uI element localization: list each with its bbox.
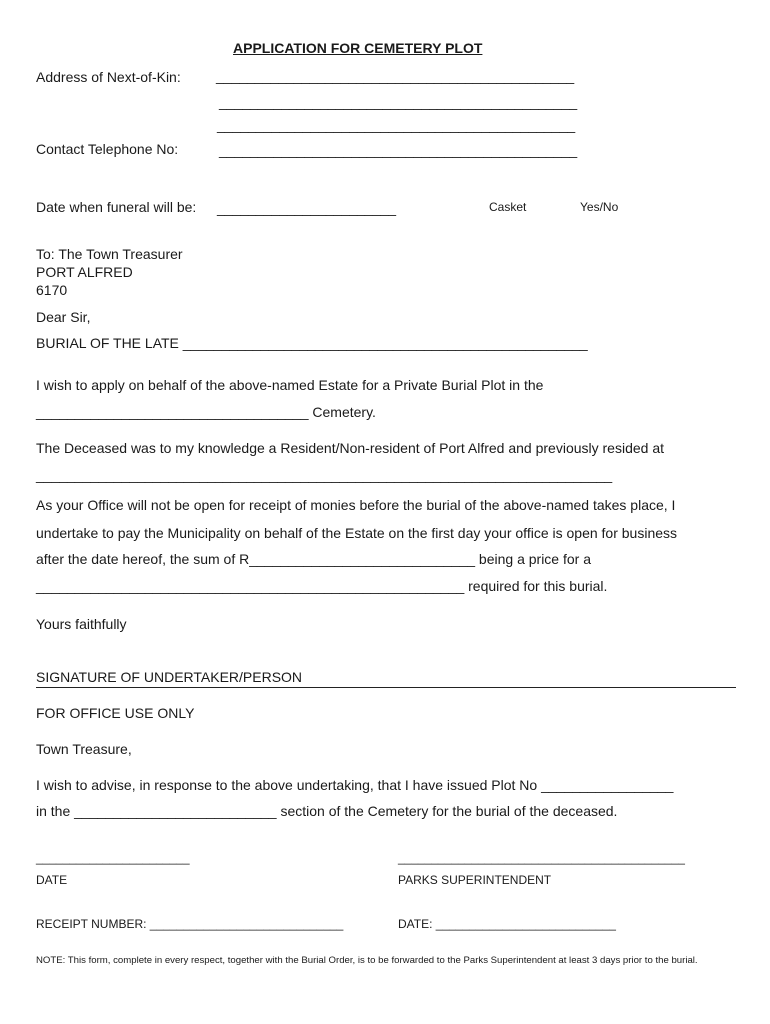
- form-title: APPLICATION FOR CEMETERY PLOT: [233, 40, 483, 56]
- salutation: Dear Sir,: [36, 309, 91, 325]
- address-label: Address of Next-of-Kin:: [36, 69, 181, 85]
- address-line-3: ______________________________________________: [217, 117, 576, 133]
- office-use-heading: FOR OFFICE USE ONLY: [36, 705, 195, 721]
- funeral-date-label: Date when funeral will be:: [36, 199, 197, 215]
- paragraph-3-line-1: As your Office will not be open for receipt of monies before the burial of the above-named takes place, I: [36, 497, 676, 513]
- recipient-line-2: PORT ALFRED: [36, 264, 133, 280]
- address-line-2: ______________________________________________: [219, 94, 578, 110]
- address-line-1: ______________________________________________: [216, 68, 575, 84]
- paragraph-3-line-3: after the date hereof, the sum of R_____________________________ being a price for a: [36, 551, 591, 567]
- recipient-line-1: To: The Town Treasurer: [36, 246, 183, 262]
- closing: Yours faithfully: [36, 616, 127, 632]
- parks-superintendent-label: PARKS SUPERINTENDENT: [398, 873, 552, 887]
- phone-line: ______________________________________________: [219, 142, 578, 158]
- office-salutation: Town Treasure,: [36, 741, 132, 757]
- footer-note: NOTE: This form, complete in every respect, together with the Burial Order, is to be forwarded to the Parks Superintendent at least 3 days prior to the burial.: [36, 955, 698, 966]
- receipt-date-field: DATE: ___________________________: [398, 917, 616, 931]
- signature-label: SIGNATURE OF UNDERTAKER/PERSON: [36, 669, 303, 685]
- paragraph-3-line-4: _______________________________________________________ required for this burial.: [36, 578, 608, 594]
- paragraph-1-line-1: I wish to apply on behalf of the above-named Estate for a Private Burial Plot in the: [36, 377, 544, 393]
- date-signature-line: _______________________: [36, 851, 190, 865]
- paragraph-3-line-2: undertake to pay the Municipality on behalf of the Estate on the first day your office is open for business: [36, 525, 678, 541]
- receipt-number-field: RECEIPT NUMBER: _____________________________: [36, 917, 344, 931]
- paragraph-2-line-1: The Deceased was to my knowledge a Resident/Non-resident of Port Alfred and previously resided at: [36, 440, 665, 456]
- paragraph-1-line-2: ___________________________________ Cemetery.: [36, 404, 376, 420]
- casket-label: Casket: [489, 200, 527, 214]
- recipient-line-3: 6170: [36, 282, 68, 298]
- phone-label: Contact Telephone No:: [36, 141, 179, 157]
- office-line-2: in the __________________________ section of the Cemetery for the burial of the deceased.: [36, 803, 618, 819]
- burial-of-line: BURIAL OF THE LATE ____________________________________________________: [36, 335, 588, 351]
- paragraph-2-line-2: __________________________________________________________________________: [36, 467, 613, 483]
- signature-divider: [36, 687, 736, 688]
- date-label: DATE: [36, 873, 68, 887]
- funeral-date-line: _______________________: [217, 200, 397, 216]
- parks-signature-line: ___________________________________________: [398, 851, 685, 865]
- office-line-1: I wish to advise, in response to the above undertaking, that I have issued Plot No _________________: [36, 777, 674, 793]
- casket-value: Yes/No: [580, 200, 619, 214]
